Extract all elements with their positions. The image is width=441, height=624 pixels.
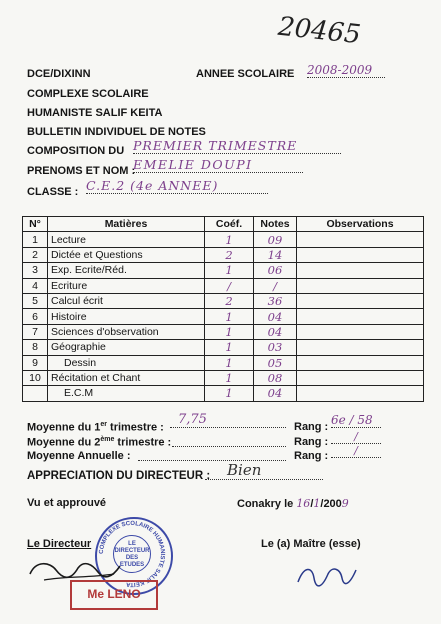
school-year-value: 2008-2009 (307, 63, 385, 78)
rank-1-value: 6e / 58 (331, 413, 381, 428)
row-observation (297, 247, 424, 262)
row-num: 1 (23, 232, 48, 247)
average-1-value: 7,75 (170, 412, 286, 428)
average-2-label: Moyenne du 2ème trimestre : (27, 436, 172, 449)
row-note: 04 (254, 324, 297, 339)
teacher-signature (292, 560, 362, 592)
row-num: 3 (23, 263, 48, 278)
row-observation (297, 278, 424, 293)
table-row (23, 309, 424, 324)
row-coef: 1 (205, 386, 254, 401)
table-row (23, 278, 424, 293)
org-label: DCE/DIXINN (27, 68, 91, 80)
row-subject: Calcul écrit (48, 293, 205, 308)
rank-2-value: / (331, 430, 381, 444)
header-num: N° (23, 217, 48, 232)
row-observation (297, 232, 424, 247)
row-coef: 2 (205, 293, 254, 308)
row-observation (297, 263, 424, 278)
row-subject: Géographie (48, 340, 205, 355)
approved-label: Vu et approuvé (27, 497, 107, 509)
svg-text:COMPLEXE SCOLAIRE HUMANISTE SA: COMPLEXE SCOLAIRE HUMANISTE SALIF KEITA (98, 520, 166, 588)
table-row (23, 263, 424, 278)
row-subject: E.C.M (48, 386, 205, 401)
rank-3-value: / (331, 444, 381, 458)
row-coef: 1 (205, 263, 254, 278)
annual-average-label: Moyenne Annuelle : (27, 450, 131, 462)
school-name: HUMANISTE SALIF KEITA (27, 107, 163, 119)
row-note: 14 (254, 247, 297, 262)
class-value: C.E.2 (4e ANNEE) (86, 178, 268, 194)
row-note: 08 (254, 370, 297, 385)
row-note: 04 (254, 386, 297, 401)
row-num: 2 (23, 247, 48, 262)
composition-label: COMPOSITION DU (27, 145, 125, 157)
row-observation (297, 324, 424, 339)
row-subject: Lecture (48, 232, 205, 247)
stamp-center: LE DIRECTEUR DES ETUDES (113, 535, 151, 573)
row-note: 06 (254, 263, 297, 278)
name-label: PRENOMS ET NOM : (27, 165, 136, 177)
average-1-label: Moyenne du 1er trimestre : (27, 421, 164, 434)
row-subject: Récitation et Chant (48, 370, 205, 385)
row-subject: Exp. Ecrite/Réd. (48, 263, 205, 278)
row-note: 03 (254, 340, 297, 355)
row-num: 10 (23, 370, 48, 385)
row-coef: 2 (205, 247, 254, 262)
table-row (23, 247, 424, 262)
row-note: 04 (254, 309, 297, 324)
name-value: EMELIE DOUPI (133, 157, 303, 173)
teacher-label: Le (a) Maître (esse) (261, 538, 361, 550)
grades-table (22, 216, 424, 402)
table-row (23, 232, 424, 247)
header-observations: Observations (297, 217, 424, 232)
table-row (23, 324, 424, 339)
row-num: 4 (23, 278, 48, 293)
table-row (23, 355, 424, 370)
complex-label: COMPLEXE SCOLAIRE (27, 88, 149, 100)
row-coef: 1 (205, 355, 254, 370)
composition-value: PREMIER TRIMESTRE (133, 138, 341, 154)
row-observation (297, 309, 424, 324)
rank-3-label: Rang : (294, 450, 329, 462)
row-coef: 1 (205, 370, 254, 385)
school-year-label: ANNEE SCOLAIRE (196, 68, 295, 80)
row-note: / (254, 278, 297, 293)
row-note: 36 (254, 293, 297, 308)
row-observation (297, 355, 424, 370)
row-subject: Histoire (48, 309, 205, 324)
appreciation-label: APPRECIATION DU DIRECTEUR : (27, 470, 211, 482)
class-label: CLASSE : (27, 186, 79, 198)
document-number: 20465 (276, 11, 363, 51)
header-coef: Coéf. (205, 217, 254, 232)
row-subject: Dictée et Questions (48, 247, 205, 262)
row-coef: 1 (205, 232, 254, 247)
row-coef: / (205, 278, 254, 293)
header-subject: Matières (48, 217, 205, 232)
bulletin-title: BULLETIN INDIVIDUEL DE NOTES (27, 126, 206, 138)
row-subject: Sciences d'observation (48, 324, 205, 339)
row-note: 09 (254, 232, 297, 247)
header-note: Notes (254, 217, 297, 232)
row-num: 7 (23, 324, 48, 339)
place-date: Conakry le 16/1/2009 (237, 497, 349, 510)
row-coef: 1 (205, 340, 254, 355)
table-row (23, 370, 424, 385)
row-num: 8 (23, 340, 48, 355)
appreciation-value: Bien (205, 461, 323, 480)
row-num (23, 386, 48, 401)
row-num: 9 (23, 355, 48, 370)
rank-2-label: Rang : (294, 436, 329, 448)
row-note: 05 (254, 355, 297, 370)
row-coef: 1 (205, 309, 254, 324)
row-num: 5 (23, 293, 48, 308)
row-observation (297, 293, 424, 308)
row-coef: 1 (205, 324, 254, 339)
table-row (23, 340, 424, 355)
rank-1-label: Rang : (294, 421, 329, 433)
average-2-value (172, 446, 286, 447)
row-observation (297, 386, 424, 401)
row-subject: Ecriture (48, 278, 205, 293)
table-row (23, 293, 424, 308)
red-stamp: Me LENO (70, 580, 158, 610)
row-subject: Dessin (48, 355, 205, 370)
row-observation (297, 340, 424, 355)
table-header-row (23, 217, 424, 232)
director-label: Le Directeur (27, 538, 92, 550)
row-observation (297, 370, 424, 385)
row-num: 6 (23, 309, 48, 324)
table-row (23, 386, 424, 401)
